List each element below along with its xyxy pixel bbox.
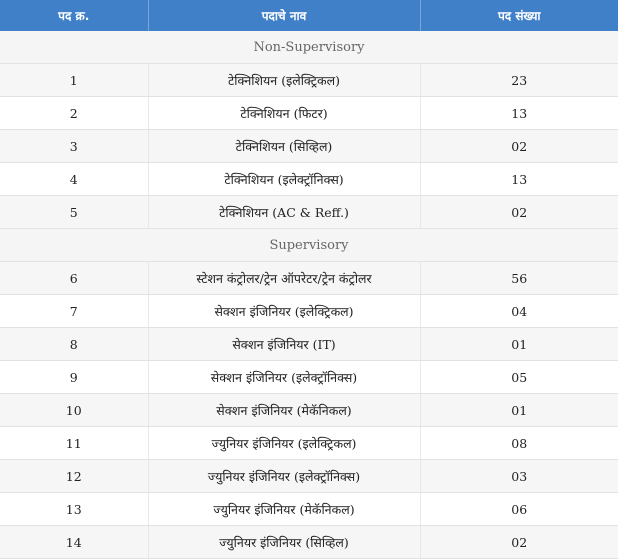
post-name: टेक्निशियन (AC & Reff.) — [148, 196, 420, 229]
post-number: 12 — [0, 460, 148, 493]
post-count: 05 — [420, 361, 618, 394]
post-name: टेक्निशियन (इलेक्ट्रिकल) — [148, 64, 420, 97]
table-row — [0, 526, 618, 559]
table-row — [0, 427, 618, 460]
post-number: 9 — [0, 361, 148, 394]
post-number: 4 — [0, 163, 148, 196]
post-count: 06 — [420, 493, 618, 526]
post-name: ज्युनियर इंजिनियर (सिव्हिल) — [148, 526, 420, 559]
post-number: 8 — [0, 328, 148, 361]
post-name: ज्युनियर इंजिनियर (इलेक्ट्रॉनिक्स) — [148, 460, 420, 493]
post-name: सेक्शन इंजिनियर (इलेक्ट्रिकल) — [148, 295, 420, 328]
post-name: ज्युनियर इंजिनियर (इलेक्ट्रिकल) — [148, 427, 420, 460]
post-number: 3 — [0, 130, 148, 163]
table-row — [0, 295, 618, 328]
table-row — [0, 130, 618, 163]
post-count: 13 — [420, 97, 618, 130]
table-row — [0, 97, 618, 130]
post-name: टेक्निशियन (इलेक्ट्रॉनिक्स) — [148, 163, 420, 196]
table-row — [0, 493, 618, 526]
header-post-name: पदाचे नाव — [148, 0, 420, 31]
table-body — [0, 31, 618, 559]
post-name: सेक्शन इंजिनियर (IT) — [148, 328, 420, 361]
post-count: 56 — [420, 262, 618, 295]
section-row — [0, 31, 618, 64]
post-name: ज्युनियर इंजिनियर (मेकॅनिकल) — [148, 493, 420, 526]
post-count: 23 — [420, 64, 618, 97]
post-count: 02 — [420, 196, 618, 229]
post-count: 03 — [420, 460, 618, 493]
table-row — [0, 328, 618, 361]
table-row — [0, 64, 618, 97]
post-count: 02 — [420, 130, 618, 163]
post-number: 7 — [0, 295, 148, 328]
post-number: 5 — [0, 196, 148, 229]
header-post-number: पद क्र. — [0, 0, 148, 31]
post-count: 02 — [420, 526, 618, 559]
post-number: 13 — [0, 493, 148, 526]
post-number: 11 — [0, 427, 148, 460]
post-number: 10 — [0, 394, 148, 427]
table-row — [0, 361, 618, 394]
post-name: सेक्शन इंजिनियर (इलेक्ट्रॉनिक्स) — [148, 361, 420, 394]
header-post-count: पद संख्या — [420, 0, 618, 31]
post-name: स्टेशन कंट्रोलर/ट्रेन ऑपरेटर/ट्रेन कंट्रोलर — [148, 262, 420, 295]
post-number: 14 — [0, 526, 148, 559]
post-name: सेक्शन इंजिनियर (मेकॅनिकल) — [148, 394, 420, 427]
post-count: 08 — [420, 427, 618, 460]
section-title: Non-Supervisory — [0, 31, 618, 64]
section-title: Supervisory — [0, 229, 618, 262]
table-header-row — [0, 0, 618, 31]
post-number: 6 — [0, 262, 148, 295]
post-count: 01 — [420, 328, 618, 361]
post-count: 04 — [420, 295, 618, 328]
table-row — [0, 394, 618, 427]
post-number: 2 — [0, 97, 148, 130]
table-row — [0, 196, 618, 229]
post-count: 13 — [420, 163, 618, 196]
table-row — [0, 163, 618, 196]
post-name: टेक्निशियन (सिव्हिल) — [148, 130, 420, 163]
post-number: 1 — [0, 64, 148, 97]
table-row — [0, 460, 618, 493]
post-name: टेक्निशियन (फिटर) — [148, 97, 420, 130]
table-row — [0, 262, 618, 295]
post-count: 01 — [420, 394, 618, 427]
section-row — [0, 229, 618, 262]
